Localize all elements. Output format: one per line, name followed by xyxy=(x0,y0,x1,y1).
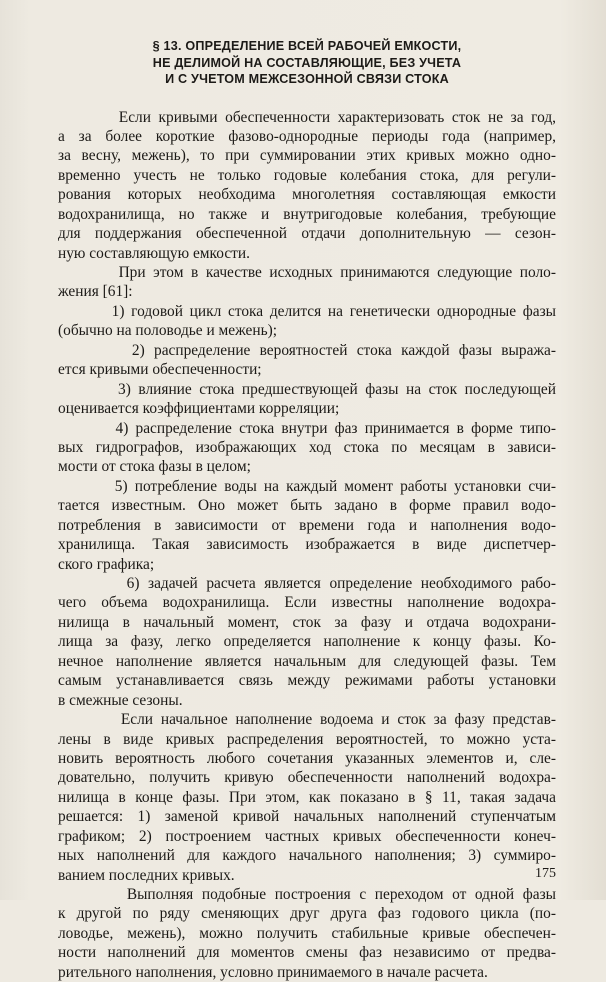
text-line: ского графика; xyxy=(58,555,556,574)
text-line: графиком; 2) построением частных кривых обеспеченности конеч- xyxy=(58,827,556,846)
text-line: ловодье, межень), можно получить стабильные кривые обеспечен- xyxy=(58,924,556,943)
heading-line: И С УЧЕТОМ МЕЖСЕЗОННОЙ СВЯЗИ СТОКА xyxy=(58,71,556,88)
text-line: потребления в зависимости от времени года и наполнения водо- xyxy=(58,516,556,535)
text-line: 4) распределение стока внутри фаз принимается в форме типо- xyxy=(58,419,556,438)
text-line: к другой по ряду сменяющих друг друга фаз годового цикла (по- xyxy=(58,904,556,923)
text-line: ности наполнений для моментов смены фаз независимо от предва- xyxy=(58,943,556,962)
text-line: нилища в начальный момент, сток за фазу и отдача водохрани- xyxy=(58,613,556,632)
text-line: рования которых необходима многолетняя составляющая емкости xyxy=(58,185,556,204)
text-line: вых гидрографов, изображающих ход стока по месяцам в зависи- xyxy=(58,438,556,457)
text-line: 5) потребление воды на каждый момент работы установки счи- xyxy=(58,477,556,496)
text-line: чего объема водохранилища. Если известны наполнение водохра- xyxy=(58,593,556,612)
text-line: ных наполнений для каждого начального наполнения; 3) суммиро- xyxy=(58,846,556,865)
text-line: нечное наполнение является начальным для следующей фазы. Тем xyxy=(58,652,556,671)
heading-line: § 13. ОПРЕДЕЛЕНИЕ ВСЕЙ РАБОЧЕЙ ЕМКОСТИ, xyxy=(58,38,556,55)
text-line: самым устанавливается связь между режимами работы установки xyxy=(58,671,556,690)
text-line: а за более короткие фазово-однородные периоды года (например, xyxy=(58,127,556,146)
text-line: ется кривыми обеспеченности; xyxy=(58,360,556,379)
page-number: 175 xyxy=(535,866,556,882)
text-line: (обычно на половодье и межень); xyxy=(58,321,556,340)
text-line: мости от стока фазы в целом; xyxy=(58,457,556,476)
text-line: 3) влияние стока предшествующей фазы на сток последующей xyxy=(58,380,556,399)
text-line: решается: 1) заменой кривой начальных наполнений ступенчатым xyxy=(58,807,556,826)
text-line: тается известным. Оно может быть задано в форме правил водо- xyxy=(58,496,556,515)
text-line: 2) распределение вероятностей стока каждой фазы выража- xyxy=(58,341,556,360)
text-line: довательно, получить кривую обеспеченности наполнений водохра- xyxy=(58,768,556,787)
text-line: хранилища. Такая зависимость изображается в виде диспетчер- xyxy=(58,535,556,554)
text-line: 1) годовой цикл стока делится на генетически однородные фазы xyxy=(58,302,556,321)
text-line: жения [61]: xyxy=(58,282,556,301)
text-line: оценивается коэффициентами корреляции; xyxy=(58,399,556,418)
text-line: Если кривыми обеспеченности характеризовать сток не за год, xyxy=(58,108,556,127)
text-line: лены в виде кривых распределения вероятностей, то можно уста- xyxy=(58,730,556,749)
text-line: При этом в качестве исходных принимаются следующие поло- xyxy=(58,263,556,282)
text-line: рительного наполнения, условно принимаемого в начале расчета. xyxy=(58,963,556,982)
text-line: ную составляющую емкости. xyxy=(58,244,556,263)
text-line: в смежные сезоны. xyxy=(58,691,556,710)
text-line: Выполняя подобные построения с переходом от одной фазы xyxy=(58,885,556,904)
text-line: за весну, межень), то при суммировании этих кривых можно одно- xyxy=(58,146,556,165)
heading-line: НЕ ДЕЛИМОЙ НА СОСТАВЛЯЮЩИЕ, БЕЗ УЧЕТА xyxy=(58,55,556,72)
text-line: ванием последних кривых. xyxy=(58,866,556,885)
text-line: нилища в конце фазы. При этом, как показано в § 11, такая задача xyxy=(58,788,556,807)
section-heading xyxy=(58,38,556,88)
text-line: для поддержания обеспеченной отдачи дополнительную — сезон- xyxy=(58,224,556,243)
text-line: лища за фазу, легко определяется наполнение к концу фазы. Ко- xyxy=(58,632,556,651)
text-line: Если начальное наполнение водоема и сток за фазу представ- xyxy=(58,710,556,729)
text-line: 6) задачей расчета является определение необходимого рабо- xyxy=(58,574,556,593)
body-text xyxy=(58,108,556,982)
text-line: водохранилища, но также и внутригодовые колебания, требующие xyxy=(58,205,556,224)
text-line: временно учесть не только годовые колебания стока, для регули- xyxy=(58,166,556,185)
text-line: новить вероятность любого сочетания указанных элементов и, сле- xyxy=(58,749,556,768)
